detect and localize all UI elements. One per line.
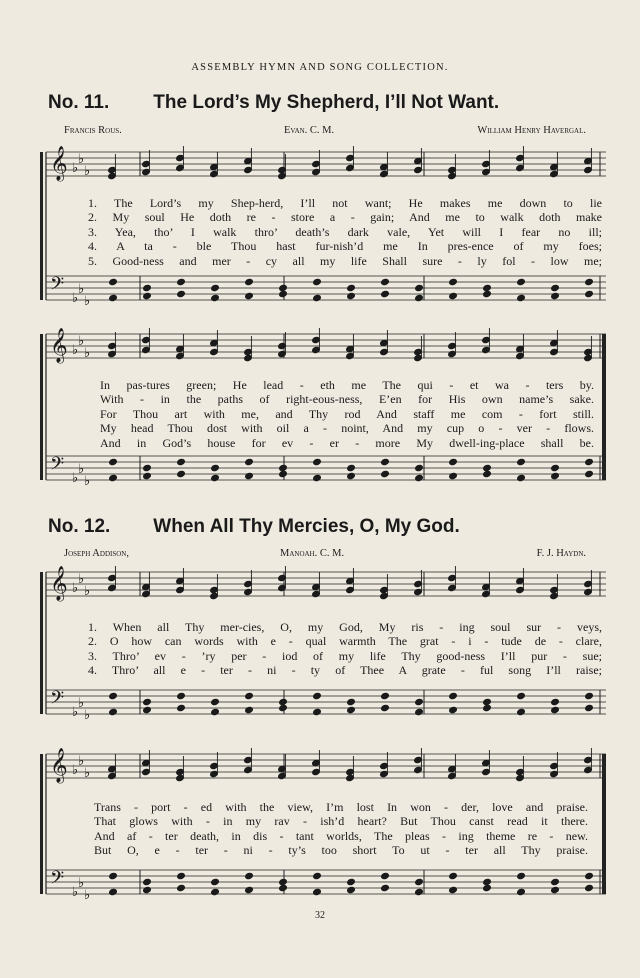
note-head	[347, 878, 356, 885]
note-head	[381, 458, 390, 465]
note-head	[585, 692, 594, 699]
verse-line: For Thou art with me, and Thy rod And staff me com - fort still.	[100, 406, 594, 421]
flat-icon: ♭	[72, 705, 79, 720]
hymn-12-title-line	[48, 516, 460, 538]
note-head	[551, 886, 560, 893]
note-head	[245, 292, 254, 299]
note-head	[415, 708, 424, 715]
treble-clef-icon: 𝄞	[50, 748, 68, 783]
flat-icon: ♭	[72, 763, 79, 778]
hymn-12-lyrics-1	[88, 620, 602, 678]
note-head	[313, 692, 322, 699]
note-head	[279, 290, 288, 297]
flat-icon: ♭	[72, 343, 79, 358]
note-head	[551, 706, 560, 713]
verse-line: 1. When all Thy mer-cies, O, my God, My ris - ing soul sur - veys,	[88, 620, 602, 634]
note-head	[449, 886, 458, 893]
note-head	[483, 698, 492, 705]
note-head	[177, 692, 186, 699]
note-head	[449, 458, 458, 465]
verse-line: 2. My soul He doth re - store a - gain; And me to walk doth make	[88, 210, 602, 225]
note-head	[347, 472, 356, 479]
page-number: 32	[315, 910, 325, 921]
verse-line: 2. O how can words with e - qual warmth The grat - i - tude de - clare,	[88, 634, 602, 649]
hymn-11-lyrics-2	[100, 378, 594, 450]
flat-icon: ♭	[84, 294, 91, 309]
final-bar	[602, 334, 606, 480]
note-head	[279, 464, 288, 471]
flat-icon: ♭	[72, 581, 79, 596]
verse-line: 1. The Lord’s my Shep-herd, I’ll not want; He makes me down to lie	[88, 196, 602, 210]
note-head	[143, 698, 152, 705]
note-head	[381, 692, 390, 699]
note-head	[177, 458, 186, 465]
note-head	[483, 878, 492, 885]
note-head	[279, 470, 288, 477]
note-head	[177, 872, 186, 879]
flat-icon: ♭	[78, 334, 85, 349]
note-head	[177, 704, 186, 711]
hymn-12-tune: Manoah. C. M.	[280, 548, 345, 559]
treble-clef-icon: 𝄞	[50, 146, 68, 181]
note-head	[551, 698, 560, 705]
flat-icon: ♭	[78, 282, 85, 297]
note-head	[517, 294, 526, 301]
note-head	[245, 278, 254, 285]
hymn-12-number: No. 12.	[48, 516, 111, 537]
hymn-11-tune: Evan. C. M.	[284, 125, 335, 136]
note-head	[109, 708, 118, 715]
note-head	[585, 884, 594, 891]
flat-icon: ♭	[78, 572, 85, 587]
flat-icon: ♭	[84, 584, 91, 599]
system-brace	[40, 152, 43, 300]
note-head	[313, 458, 322, 465]
verse-line: 4. Thro’ all e - ter - ni - ty of Thee A grate - ful song I’ll raise;	[88, 663, 602, 678]
note-head	[551, 472, 560, 479]
note-head	[245, 472, 254, 479]
note-head	[415, 878, 424, 885]
hymn-11-author: Francis Rous.	[64, 125, 122, 136]
note-head	[143, 284, 152, 291]
note-head	[347, 464, 356, 471]
note-head	[415, 888, 424, 895]
note-head	[245, 692, 254, 699]
verse-line: With - in the paths of right-eous-ness, E’en for His own name’s sake.	[100, 392, 594, 407]
note-head	[313, 294, 322, 301]
note-head	[143, 292, 152, 299]
note-head	[449, 872, 458, 879]
note-head	[109, 888, 118, 895]
note-head	[211, 708, 220, 715]
note-head	[415, 284, 424, 291]
flat-icon: ♭	[84, 766, 91, 781]
verse-line: Trans - port - ed with the view, I’m lost In won - der, love and praise.	[94, 800, 588, 814]
note-head	[449, 278, 458, 285]
note-head	[211, 474, 220, 481]
note-head	[313, 888, 322, 895]
note-head	[347, 886, 356, 893]
note-head	[245, 706, 254, 713]
note-head	[483, 464, 492, 471]
note-head	[585, 872, 594, 879]
note-head	[415, 464, 424, 471]
note-head	[279, 878, 288, 885]
hymn-12-composer: F. J. Haydn.	[536, 548, 586, 559]
note-head	[211, 464, 220, 471]
note-head	[551, 292, 560, 299]
note-head	[211, 284, 220, 291]
flat-icon: ♭	[84, 888, 91, 903]
note-head	[381, 884, 390, 891]
flat-icon: ♭	[84, 164, 91, 179]
note-head	[279, 284, 288, 291]
verse-line: My head Thou dost with oil a - noint, And my cup o - ver - flows.	[100, 421, 594, 436]
verse-line: 3. Thro’ ev - ’ry per - iod of my life Thy good-ness I’ll pur - sue;	[88, 648, 602, 663]
note-head	[177, 278, 186, 285]
note-head	[415, 474, 424, 481]
note-head	[313, 278, 322, 285]
hymn-12-title: When All Thy Mercies, O, My God.	[153, 516, 460, 537]
note-head	[551, 878, 560, 885]
flat-icon: ♭	[84, 346, 91, 361]
flat-icon: ♭	[78, 696, 85, 711]
final-bar	[602, 754, 606, 894]
note-head	[585, 458, 594, 465]
note-head	[109, 692, 118, 699]
note-head	[517, 278, 526, 285]
hymn-12-lyrics-2	[94, 800, 588, 858]
note-head	[109, 474, 118, 481]
note-head	[381, 704, 390, 711]
note-head	[585, 704, 594, 711]
flat-icon: ♭	[72, 471, 79, 486]
note-head	[381, 872, 390, 879]
note-head	[177, 884, 186, 891]
verse-line: In pas-tures green; He lead - eth me The qui - et wa - ters by.	[100, 378, 594, 392]
note-head	[347, 706, 356, 713]
note-head	[347, 284, 356, 291]
running-head: ASSEMBLY HYMN AND SONG COLLECTION.	[191, 62, 449, 73]
flat-icon: ♭	[78, 152, 85, 167]
system-brace	[40, 754, 43, 894]
note-head	[109, 294, 118, 301]
note-head	[483, 704, 492, 711]
note-head	[143, 472, 152, 479]
verse-line: 4. A ta - ble Thou hast fur-nish’d me In pres-ence of my foes;	[88, 239, 602, 254]
bass-clef-icon: 𝄢	[50, 688, 65, 713]
hymn-11-composer: William Henry Havergal.	[477, 125, 586, 136]
verse-line: And af - ter death, in dis - tant worlds, The pleas - ing theme re - new.	[94, 828, 588, 843]
note-head	[381, 470, 390, 477]
flat-icon: ♭	[84, 474, 91, 489]
hymn-11-title: The Lord’s My Shepherd, I’ll Not Want.	[153, 92, 500, 113]
note-head	[585, 290, 594, 297]
note-head	[177, 290, 186, 297]
note-head	[313, 872, 322, 879]
note-head	[109, 278, 118, 285]
note-head	[211, 294, 220, 301]
flat-icon: ♭	[78, 754, 85, 769]
flat-icon: ♭	[72, 291, 79, 306]
note-head	[279, 704, 288, 711]
note-head	[483, 470, 492, 477]
treble-clef-icon: 𝄞	[50, 328, 68, 363]
verse-line: 5. Good-ness and mer - cy all my life Shall sure - ly fol - low me;	[88, 253, 602, 268]
system-brace	[40, 572, 43, 714]
note-head	[143, 706, 152, 713]
note-head	[483, 884, 492, 891]
note-head	[109, 872, 118, 879]
bass-clef-icon: 𝄢	[50, 868, 65, 893]
flat-icon: ♭	[78, 462, 85, 477]
note-head	[517, 872, 526, 879]
note-head	[279, 884, 288, 891]
flat-icon: ♭	[72, 885, 79, 900]
verse-line: 3. Yea, tho’ I walk thro’ death’s dark vale, Yet will I fear no ill;	[88, 224, 602, 239]
note-head	[143, 886, 152, 893]
note-head	[517, 474, 526, 481]
bass-clef-icon: 𝄢	[50, 274, 65, 299]
note-head	[313, 708, 322, 715]
treble-clef-icon: 𝄞	[50, 566, 68, 601]
note-head	[245, 886, 254, 893]
note-head	[381, 278, 390, 285]
flat-icon: ♭	[78, 876, 85, 891]
note-head	[211, 698, 220, 705]
note-head	[313, 474, 322, 481]
verse-line: And in God’s house for ev - er - more My dwell-ing-place shall be.	[100, 435, 594, 450]
note-head	[211, 888, 220, 895]
note-head	[347, 698, 356, 705]
bass-clef-icon: 𝄢	[50, 454, 65, 479]
note-head	[585, 278, 594, 285]
note-head	[245, 458, 254, 465]
hymn-11-number: No. 11.	[48, 92, 110, 113]
note-head	[109, 458, 118, 465]
note-head	[347, 292, 356, 299]
system-brace	[40, 334, 43, 480]
note-head	[143, 878, 152, 885]
note-head	[517, 708, 526, 715]
note-head	[449, 292, 458, 299]
note-head	[483, 290, 492, 297]
note-head	[449, 472, 458, 479]
note-head	[415, 698, 424, 705]
note-head	[517, 692, 526, 699]
note-head	[551, 464, 560, 471]
note-head	[551, 284, 560, 291]
verse-line: That glows with - in my rav - ish’d heart? But Thou canst read it there.	[94, 814, 588, 829]
note-head	[245, 872, 254, 879]
hymn-12-author: Joseph Addison,	[64, 548, 129, 559]
note-head	[517, 888, 526, 895]
note-head	[177, 470, 186, 477]
hymn-11-lyrics-1	[88, 196, 602, 268]
verse-line: But O, e - ter - ni - ty’s too short To ut - ter all Thy praise.	[94, 843, 588, 858]
note-head	[415, 294, 424, 301]
flat-icon: ♭	[72, 161, 79, 176]
note-head	[279, 698, 288, 705]
note-head	[517, 458, 526, 465]
note-head	[381, 290, 390, 297]
note-head	[143, 464, 152, 471]
note-head	[449, 692, 458, 699]
note-head	[585, 470, 594, 477]
note-head	[483, 284, 492, 291]
note-head	[449, 706, 458, 713]
note-head	[211, 878, 220, 885]
flat-icon: ♭	[84, 708, 91, 723]
